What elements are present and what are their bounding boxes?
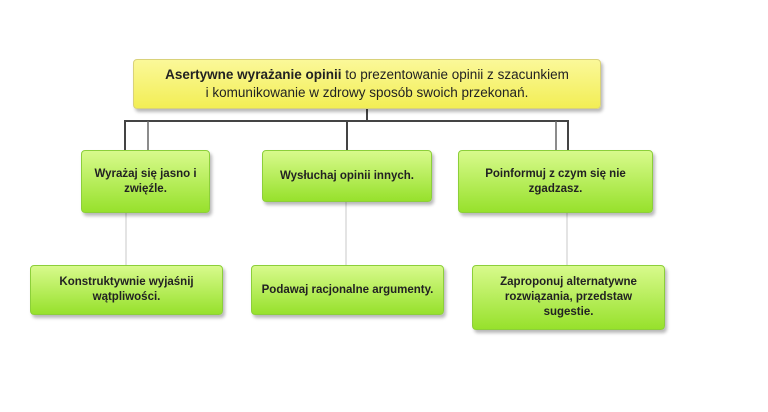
root-bold-text: Asertywne wyrażanie opinii: [165, 67, 342, 82]
branch-node-3-label: Poinformuj z czym się nie zgadzasz.: [485, 167, 626, 195]
branch-node-3: [458, 150, 653, 213]
root-node: [133, 59, 601, 109]
child-node-3: [472, 265, 665, 330]
branch-node-2-label: Wysłuchaj opinii innych.: [280, 169, 414, 182]
child-node-3-label: Zaproponuj alternatywne rozwiązania, przedstaw sugestie.: [500, 276, 637, 318]
child-node-2-label: Podawaj racjonalne argumenty.: [261, 283, 434, 296]
root-line-2: i komunikowanie w zdrowy sposób swoich przekonań.: [205, 85, 529, 100]
child-node-2: [251, 265, 444, 315]
branch-node-1: [81, 150, 210, 213]
root-line-1: [165, 66, 569, 84]
root-line-1-rest: to prezentowanie opinii z szacunkiem: [341, 67, 569, 82]
child-node-1: [30, 265, 223, 315]
branch-node-1-label: Wyrażaj się jasno i zwięźle.: [94, 167, 197, 195]
child-node-1-label: Konstruktywnie wyjaśnij wątpliwości.: [59, 276, 194, 303]
branch-node-2: [262, 150, 432, 202]
